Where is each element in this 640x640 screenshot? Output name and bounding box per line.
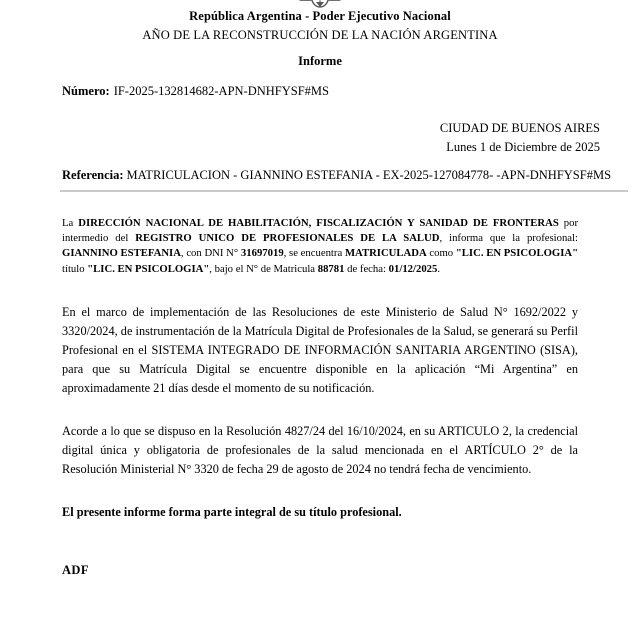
p1-t10: , bajo el N° de Matricula (209, 262, 318, 275)
p1-t6: , con DNI N° (180, 247, 241, 260)
signature-block: ADF (62, 563, 89, 577)
p1-matricula-date: 01/12/2025 (388, 262, 438, 275)
document-type-title: Informe (298, 54, 342, 68)
document-number-value: IF-2025-132814682-APN-DNHFYSF#MS (113, 84, 329, 98)
argentina-coat-of-arms-icon (297, 0, 343, 8)
document-number (62, 84, 329, 99)
p1-directorate: DIRECCIÓN NACIONAL DE HABILITACIÓN, FISCALIZACIÓN Y SANIDAD DE FRONTERAS (78, 217, 559, 229)
p1-dni-value: 31697019 (240, 247, 284, 260)
document-header (0, 8, 640, 44)
reference-label: Referencia: (62, 168, 124, 182)
p1-t11: de fecha: (344, 262, 389, 275)
header-divider (60, 190, 628, 192)
reference-line (62, 168, 628, 183)
body-paragraph-2: En el marco de implementación de las Resoluciones de este Ministerio de Salud N° 1692/2022 y 3320/2024, de instrumentación de la Matrícula Digital de Profesionales de la Salud, se generará su Perfil Profesional en el SISTEMA INTEGRADO DE INFORMACIÓN SANITARIA ARGENTINO (SISA), para que su Matrícula Digital se encuentre disponible en la aplicación “Mi Argentina” en aproximadamente 21 días desde el momento de su notificación. (62, 304, 578, 395)
p1-t1: La (62, 217, 79, 229)
header-republic-line: República Argentina - Poder Ejecutivo Nacional (189, 9, 451, 23)
body-paragraph-1 (62, 216, 578, 277)
p1-degree-1: "LIC. EN PSICOLOGIA" (455, 247, 579, 260)
p1-degree-2: "LIC. EN PSICOLOGIA" (87, 262, 210, 275)
document-body (62, 216, 578, 522)
p1-t5: , informa que la profesional: (439, 232, 578, 245)
p1-t7: , se encuentra (283, 247, 345, 260)
p1-t8: como (426, 247, 456, 260)
p1-t12: . (437, 262, 441, 275)
date-line: Lunes 1 de Diciembre de 2025 (446, 140, 600, 154)
place-and-date (440, 119, 600, 157)
reference-value: MATRICULACION - GIANNINO ESTEFANIA - EX-2025-127084778- -APN-DNHFYSF#MS (126, 168, 612, 182)
p1-matricula-number: 88781 (317, 262, 345, 275)
p1-registry: REGISTRO UNICO DE PROFESIONALES DE LA SALUD (135, 232, 440, 245)
document-number-label: Número: (62, 84, 110, 98)
body-closing-statement: El presente informe forma parte integral de su título profesional. (62, 504, 402, 519)
header-year-slogan: AÑO DE LA RECONSTRUCCIÓN DE LA NACIÓN ARGENTINA (142, 28, 498, 42)
p1-status: MATRICULADA (344, 247, 427, 260)
body-paragraph-3: Acorde a lo que se dispuso en la Resolución 4827/24 del 16/10/2024, en su ARTICULO 2, la credencial digital única y obligatoria de profesionales de la salud mencionada en el ARTÍCULO 2° de la Resolución Ministerial N° 3320 de fecha 29 de agosto de 2024 no tendrá fecha de vencimiento. (62, 423, 578, 476)
p1-t3: por intermedio del (62, 217, 579, 245)
p1-professional-name: GIANNINO ESTEFANIA (62, 247, 181, 260)
city-line: CIUDAD DE BUENOS AIRES (439, 121, 600, 135)
p1-t9: título (62, 262, 88, 275)
coat-of-arms-emblem (0, 0, 640, 8)
